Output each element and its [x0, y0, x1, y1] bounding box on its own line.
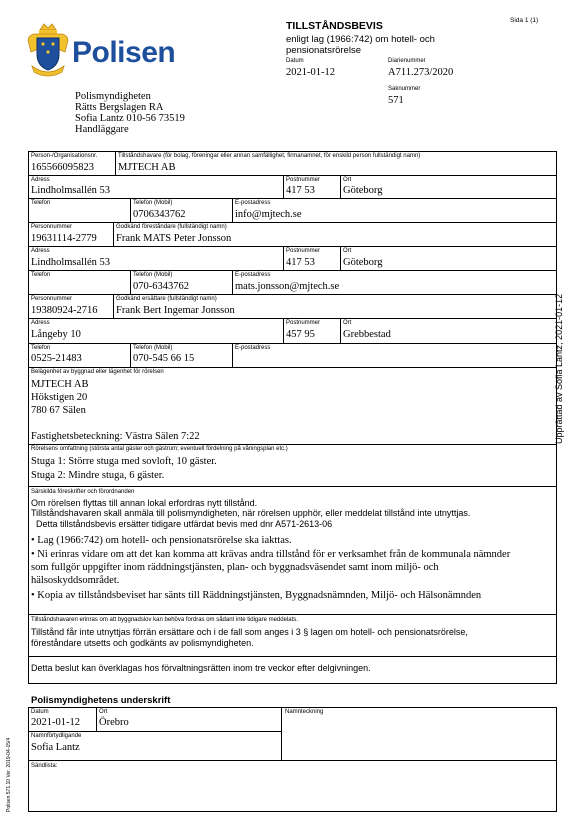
substitute-email-label: E-postadress	[235, 345, 271, 351]
manager-mobil-label: Telefon (Mobil)	[133, 272, 173, 278]
substitute-tel-label: Telefon	[31, 345, 51, 351]
datum-value: 2021-01-12	[286, 67, 335, 78]
manager-pnr-value: 19631114-2779	[31, 233, 97, 244]
diarienummer-label: Diarienummer	[388, 58, 426, 64]
sign-datum-value: 2021-01-12	[31, 717, 80, 728]
holder-ort-value: Göteborg	[343, 185, 383, 196]
location-line1: MJTECH AB	[31, 379, 89, 390]
holder-mobil-label: Telefon (Mobil)	[133, 200, 173, 206]
document-subtitle-line2: pensionatsrörelse	[286, 45, 361, 56]
substitute-postnr-label: Postnummer	[286, 320, 321, 326]
holder-adress-label: Adress	[31, 177, 50, 183]
namnteckning-label: Namnteckning	[285, 709, 324, 715]
datum-label: Datum	[286, 58, 304, 64]
holder-ort-label: Ort	[343, 177, 352, 183]
manager-mobil-value: 070-6343762	[133, 281, 189, 292]
substitute-postnr-value: 457 95	[286, 329, 315, 340]
substitute-mobil-label: Telefon (Mobil)	[133, 345, 173, 351]
scope-line2: Stuga 2: Mindre stuga, 6 gäster.	[31, 470, 165, 481]
page-number: Sida 1 (1)	[510, 17, 539, 24]
manager-pnr-label: Personnummer	[31, 224, 73, 230]
form-version-vertical: Polisen 571.10 Ver. 2019-04-15/4	[6, 737, 12, 812]
manager-postnr-value: 417 53	[286, 257, 315, 268]
reminder-label: Tillståndshavaren erinras om att byggnadslov kan behöva fordras om sådant inte tidigare meddelats.	[31, 617, 298, 623]
holder-email-label: E-postadress	[235, 200, 271, 206]
manager-name-label: Godkänd föreståndare (fullständigt namn)	[116, 224, 227, 230]
location-line2: Hökstigen 20	[31, 392, 88, 403]
sign-datum-label: Datum	[31, 709, 49, 715]
sign-ort-label: Ort	[99, 709, 108, 715]
special-bullet2-a: • Ni erinras vidare om att det kan komma att krävas andra tillstånd för er verksamhet från de kommunala nämnder	[31, 549, 511, 560]
manager-ort-label: Ort	[343, 248, 352, 254]
substitute-name-value: Frank Bert Ingemar Jonsson	[116, 305, 235, 316]
property-designation: Fastighetsbeteckning: Västra Sälen 7:22	[31, 431, 200, 442]
holder-email-value: info@mjtech.se	[235, 209, 302, 220]
substitute-name-label: Godkänd ersättare (fullständigt namn)	[116, 296, 217, 302]
special-bullet1: • Lag (1966:742) om hotell- och pensionatsrörelse ska iakttas.	[31, 535, 292, 546]
substitute-adress-value: Långeby 10	[31, 329, 81, 340]
holder-postnr-label: Postnummer	[286, 177, 321, 183]
appeal-text: Detta beslut kan överklagas hos förvaltningsrätten inom tre veckor efter delgivningen.	[31, 663, 371, 673]
brand-wordmark: Polisen	[72, 36, 176, 69]
reminder-line2: föreståndare utsetts och godkänts av polismyndigheten.	[31, 638, 254, 648]
sender-line4: Handläggare	[75, 124, 129, 135]
special-bullet3: • Kopia av tillståndsbeviset har sänts till Räddningstjänsten, Byggnadsnämnden, Miljö- och Hälsonämnden	[31, 590, 482, 601]
substitute-pnr-label: Personnummer	[31, 296, 73, 302]
substitute-pnr-value: 19380924-2716	[31, 305, 98, 316]
manager-name-value: Frank MATS Peter Jonsson	[116, 233, 232, 244]
document-subtitle-line1: enligt lag (1966:742) om hotell- och	[286, 34, 435, 45]
orgnr-value: 165566095823	[31, 162, 94, 173]
holder-name-value: MJTECH AB	[118, 162, 176, 173]
scope-label: Rörelsens omfattning (största antal gäster och gästrum; eventuell fördelning på våningsplan etc.)	[31, 446, 288, 452]
manager-adress-label: Adress	[31, 248, 50, 254]
substitute-ort-value: Grebbestad	[343, 329, 391, 340]
namnfortydligande-value: Sofia Lantz	[31, 742, 80, 753]
saknummer-value: 571	[388, 95, 404, 106]
substitute-adress-label: Adress	[31, 320, 50, 326]
manager-ort-value: Göteborg	[343, 257, 383, 268]
signature-heading: Polismyndighetens underskrift	[31, 695, 171, 706]
sender-line2: Rätts Bergslagen RA	[75, 102, 164, 113]
holder-adress-value: Lindholmsallén 53	[31, 185, 111, 196]
diarienummer-value: A711.273/2020	[388, 67, 454, 78]
sender-line1: Polismyndigheten	[75, 91, 151, 102]
holder-mobil-value: 0706343762	[133, 209, 186, 220]
holder-tel-label: Telefon	[31, 200, 51, 206]
special-line2: Tillståndshavaren skall anmäla till polismyndigheten, när rörelsen upphör, eller meddelat tillstånd inte utnyttjas.	[31, 508, 471, 518]
special-line1: Om rörelsen flyttas till annan lokal erfordras nytt tillstånd.	[31, 498, 258, 508]
manager-adress-value: Lindholmsallén 53	[31, 257, 111, 268]
location-label: Belägenhet av byggnad eller lägenhet för rörelsen	[31, 369, 164, 375]
reminder-line1: Tillstånd får inte utnyttjas förrän ersättare och i de fall som anges i 3 § lagen om hotell- och pensionatsrörelse,	[31, 627, 468, 637]
manager-email-label: E-postadress	[235, 272, 271, 278]
special-line3: Detta tillståndsbevis ersätter tidigare utfärdat bevis med dnr A571-2613-06	[31, 519, 333, 529]
special-label: Särskilda föreskrifter och förordnanden	[31, 489, 135, 495]
police-crest-logo	[26, 22, 70, 80]
form-frame	[28, 151, 557, 684]
special-bullet2-c: hälsoskyddsområdet.	[31, 575, 120, 586]
orgnr-label: Person-/Organisationsnr.	[31, 153, 98, 159]
sender-line3: Sofia Lantz 010-56 73519	[75, 113, 185, 124]
substitute-tel-value: 0525-21483	[31, 353, 82, 364]
prepared-by-vertical: Upprättad av Sofia Lantz, 2021-01-12	[554, 293, 564, 444]
manager-tel-label: Telefon	[31, 272, 51, 278]
substitute-mobil-value: 070-545 66 15	[133, 353, 195, 364]
sandlista-label: Sändlista:	[31, 763, 58, 769]
holder-name-label: Tillståndshavare (för bolag, föreningar eller annan samfällighet, firmanamnet, för enskild person fullständigt namn)	[118, 153, 421, 159]
saknummer-label: Saknummer	[388, 86, 421, 92]
document-title: TILLSTÅNDSBEVIS	[286, 20, 383, 32]
manager-email-value: mats.jonsson@mjtech.se	[235, 281, 340, 292]
location-line3: 780 67 Sälen	[31, 405, 86, 416]
manager-postnr-label: Postnummer	[286, 248, 321, 254]
substitute-ort-label: Ort	[343, 320, 352, 326]
namnfortydligande-label: Namnförtydligande	[31, 733, 82, 739]
scope-line1: Stuga 1: Större stuga med sovloft, 10 gäster.	[31, 456, 217, 467]
sign-ort-value: Örebro	[99, 717, 129, 728]
holder-postnr-value: 417 53	[286, 185, 315, 196]
special-bullet2-b: som fullgör uppgifter inom räddningstjänsten, plan- och byggnadsväsendet samt inom miljö- och	[31, 562, 439, 573]
